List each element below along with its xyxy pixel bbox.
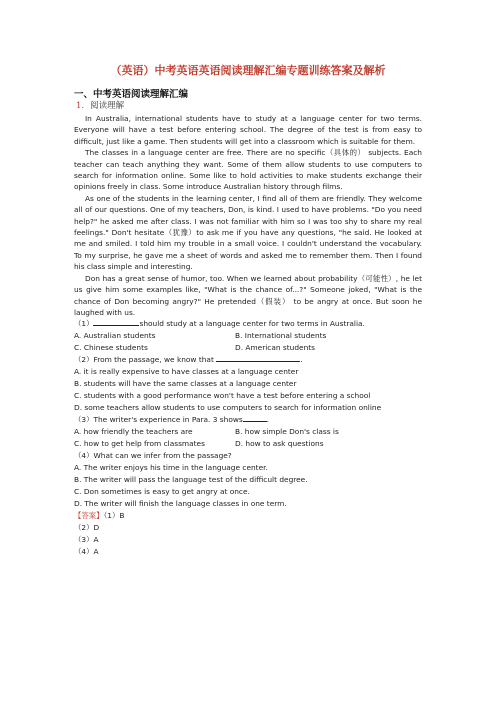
answer-blank <box>216 354 303 365</box>
question-4 <box>74 450 422 462</box>
option-d: D. how to ask questions <box>235 439 324 449</box>
answer-4: （4）A <box>74 547 99 557</box>
question-1 <box>74 318 422 330</box>
question-label: 阅读理解 <box>90 101 125 111</box>
question-3-options-row-2 <box>74 438 422 450</box>
answer-label: 【答案】 <box>74 511 104 521</box>
option-d: D. American students <box>235 343 316 353</box>
document-title: （英语）中考英语英语阅读理解汇编专题训练答案及解析 <box>110 64 386 77</box>
option-c: C. students with a good performance won't have a test before entering a school <box>74 391 371 401</box>
question-1-number: （1） <box>74 319 94 329</box>
section-heading: 一、中考英语阅读理解汇编 <box>74 89 189 100</box>
question-4-number: （4） <box>74 451 94 461</box>
option-d: D. The writer will finish the language classes in one term. <box>74 499 287 509</box>
question-2-text: From the passage, we know that <box>93 355 214 365</box>
answer-3: （3）A <box>74 535 99 545</box>
question-4-text: What can we infer from the passage? <box>93 451 232 461</box>
question-number: 1. <box>76 101 85 111</box>
paragraph-3: As one of the students in the learning center, I find all of them are friendly. They welcome all of our questions. One of my teachers, Don, is kind. I used to have problems. "Do you need help?" he asked me after class. I was not familiar with him so I was too shy to share my real feelings." Don't hesitate（犹豫）to ask me if you have any questions, "he said. He looked at me and smiled. I told him my trouble in a small voice. I couldn't understand the vocabulary. To my surprise, he gave me a sheet of words and asked me to remember them. Then I found his class simple and interesting. <box>74 193 422 272</box>
option-b: B. how simple Don's class is <box>235 427 339 437</box>
question-2 <box>74 354 422 366</box>
option-a: A. it is really expensive to have classes at a language center <box>74 367 299 377</box>
option-b: B. International students <box>235 331 327 341</box>
option-c: C. Don sometimes is easy to get angry at once. <box>74 487 250 497</box>
question-1-text: should study at a language center for two terms in Australia. <box>139 319 365 329</box>
paragraph-1: In Australia, international students have to study at a language center for two terms. Everyone will have a test before entering school. The degree of the test is from easy to difficult, just like a game. Then students will get into a classroom which is suitable for them. <box>74 114 422 146</box>
question-2-number: （2） <box>74 355 94 365</box>
passage-body <box>74 113 422 558</box>
option-a: A. The writer enjoys his time in the language center. <box>74 463 268 473</box>
question-3-end: . <box>266 415 270 425</box>
question-3 <box>74 414 422 426</box>
answer-1: （1）B <box>103 511 125 521</box>
option-a: A. how friendly the teachers are <box>74 427 193 437</box>
question-3-options-row-1 <box>74 426 422 438</box>
option-d: D. some teachers allow students to use computers to search for information online <box>74 403 382 413</box>
answer-blank <box>243 414 270 425</box>
answer-blank <box>93 318 139 326</box>
question-3-text: The writer's experience in Para. 3 shows <box>93 415 243 425</box>
paragraph-2: The classes in a language center are free. There are no specific（具体的） subjects. Each teacher can teach anything they want. Some of them allow students to use computers to search for information online. Some like to hold activities to make students exchange their opinions freely in class. Some introduce Australian history through films. <box>74 148 422 192</box>
answer-2: （2）D <box>74 523 100 533</box>
question-heading <box>76 99 124 111</box>
option-c: C. how to get help from classmates <box>74 439 205 449</box>
option-c: C. Chinese students <box>74 343 148 353</box>
answer-line-1 <box>74 510 422 522</box>
question-3-number: （3） <box>74 415 94 425</box>
option-b: B. The writer will pass the language test of the difficult degree. <box>74 475 308 485</box>
option-b: B. students will have the same classes at a language center <box>74 379 297 389</box>
question-1-options-row-1 <box>74 330 422 342</box>
option-a: A. Australian students <box>74 331 156 341</box>
paragraph-4: Don has a great sense of humor, too. When we learned about probability（可能性）, he let us give him some examples like, "What is the chance of...?" Someone joked, "What is the chance of Don becoming angry?" He pretended（假装） to be angry at once. But soon he laughed with us. <box>74 273 422 317</box>
question-1-options-row-2 <box>74 342 422 354</box>
question-2-end: . <box>300 355 303 365</box>
